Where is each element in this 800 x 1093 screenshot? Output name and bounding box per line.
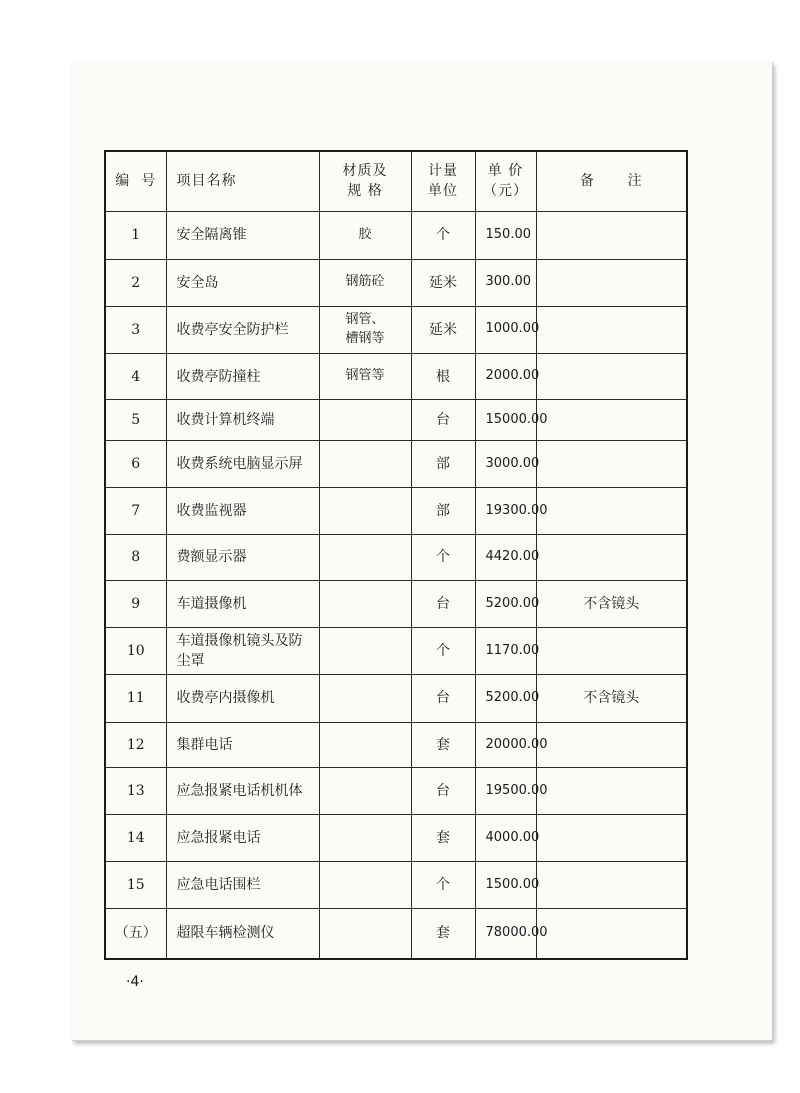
row-unit: 延米: [411, 260, 475, 306]
row-number: 7: [105, 488, 166, 534]
row-remarks: [536, 488, 687, 534]
row-material: [319, 862, 411, 908]
row-remarks: [536, 768, 687, 814]
row-item-name: 超限车辆检测仪: [166, 908, 319, 959]
row-number: 8: [105, 534, 166, 580]
row-material: 钢管等: [319, 354, 411, 400]
row-unit-price: 20000.00: [475, 722, 536, 767]
row-number: 1: [105, 211, 166, 260]
row-item-name: 应急电话围栏: [166, 862, 319, 908]
row-unit-price: 15000.00: [475, 400, 536, 440]
row-unit-price: 2000.00: [475, 354, 536, 400]
row-unit: 套: [411, 908, 475, 959]
row-item-name: 安全隔离锥: [166, 211, 319, 260]
header-material: 材质及 规 格: [319, 151, 411, 211]
table-row: [105, 354, 687, 400]
row-unit: 个: [411, 211, 475, 260]
row-item-name: 车道摄像机: [166, 581, 319, 627]
table-row: [105, 908, 687, 959]
table-row: [105, 211, 687, 260]
row-number: 12: [105, 722, 166, 767]
table-row: [105, 581, 687, 627]
table-row: [105, 722, 687, 767]
price-table: [104, 150, 688, 960]
row-remarks: [536, 534, 687, 580]
row-unit: 延米: [411, 306, 475, 354]
row-unit-price: 1500.00: [475, 862, 536, 908]
row-remarks: [536, 260, 687, 306]
row-remarks: [536, 306, 687, 354]
row-item-name: 收费监视器: [166, 488, 319, 534]
table-row: [105, 260, 687, 306]
header-remarks: 备 注: [536, 151, 687, 211]
row-remarks: [536, 354, 687, 400]
row-material: [319, 768, 411, 814]
row-material: [319, 675, 411, 723]
row-item-name: 应急报紧电话机机体: [166, 768, 319, 814]
row-unit-price: 78000.00: [475, 908, 536, 959]
table-row: [105, 627, 687, 675]
row-unit: 部: [411, 488, 475, 534]
row-material: 钢筋砼: [319, 260, 411, 306]
row-material: [319, 400, 411, 440]
row-unit-price: 300.00: [475, 260, 536, 306]
row-unit-price: 5200.00: [475, 581, 536, 627]
row-material: [319, 440, 411, 488]
row-item-name: 收费亭防撞柱: [166, 354, 319, 400]
row-item-name: 集群电话: [166, 722, 319, 767]
page-number: ·4·: [126, 974, 144, 990]
table-row: [105, 306, 687, 354]
row-remarks: [536, 400, 687, 440]
row-remarks: [536, 722, 687, 767]
table-row: [105, 400, 687, 440]
row-remarks: [536, 211, 687, 260]
row-number: 6: [105, 440, 166, 488]
row-unit: 个: [411, 534, 475, 580]
table-row: [105, 814, 687, 862]
row-remarks: [536, 862, 687, 908]
table-row: [105, 768, 687, 814]
row-remarks: [536, 627, 687, 675]
row-unit-price: 150.00: [475, 211, 536, 260]
row-unit: 部: [411, 440, 475, 488]
row-remarks: [536, 440, 687, 488]
row-number: 13: [105, 768, 166, 814]
row-item-name: 应急报紧电话: [166, 814, 319, 862]
row-remarks: [536, 814, 687, 862]
row-number: 9: [105, 581, 166, 627]
table-row: [105, 675, 687, 723]
row-number: 10: [105, 627, 166, 675]
row-unit-price: 4000.00: [475, 814, 536, 862]
row-unit: 套: [411, 814, 475, 862]
row-material: [319, 534, 411, 580]
row-item-name: 安全岛: [166, 260, 319, 306]
table-row: [105, 488, 687, 534]
row-number: 15: [105, 862, 166, 908]
header-unit-price: 单 价 （元）: [475, 151, 536, 211]
row-unit: 台: [411, 581, 475, 627]
row-number: 11: [105, 675, 166, 723]
row-material: [319, 627, 411, 675]
row-item-name: 车道摄像机镜头及防尘罩: [166, 627, 319, 675]
table-row: [105, 440, 687, 488]
row-unit: 个: [411, 627, 475, 675]
row-material: [319, 722, 411, 767]
row-unit-price: 19300.00: [475, 488, 536, 534]
row-remarks: 不含镜头: [536, 581, 687, 627]
row-unit-price: 4420.00: [475, 534, 536, 580]
row-remarks: 不含镜头: [536, 675, 687, 723]
header-number: 编 号: [105, 151, 166, 211]
row-unit-price: 1170.00: [475, 627, 536, 675]
row-number: 5: [105, 400, 166, 440]
row-material: [319, 488, 411, 534]
row-unit: 台: [411, 768, 475, 814]
row-material: [319, 908, 411, 959]
row-material: 钢管、 槽钢等: [319, 306, 411, 354]
row-unit: 套: [411, 722, 475, 767]
row-number: 2: [105, 260, 166, 306]
row-unit-price: 19500.00: [475, 768, 536, 814]
row-remarks: [536, 908, 687, 959]
row-number: 4: [105, 354, 166, 400]
row-item-name: 费额显示器: [166, 534, 319, 580]
table-row: [105, 534, 687, 580]
header-unit: 计量 单位: [411, 151, 475, 211]
row-unit-price: 3000.00: [475, 440, 536, 488]
row-item-name: 收费亭安全防护栏: [166, 306, 319, 354]
row-item-name: 收费亭内摄像机: [166, 675, 319, 723]
row-unit: 个: [411, 862, 475, 908]
row-unit-price: 1000.00: [475, 306, 536, 354]
row-material: [319, 581, 411, 627]
header-item-name: 项目名称: [166, 151, 319, 211]
row-unit-price: 5200.00: [475, 675, 536, 723]
row-number: 14: [105, 814, 166, 862]
row-material: 胶: [319, 211, 411, 260]
table-row: [105, 862, 687, 908]
row-unit: 台: [411, 400, 475, 440]
row-material: [319, 814, 411, 862]
row-number: 3: [105, 306, 166, 354]
row-item-name: 收费系统电脑显示屏: [166, 440, 319, 488]
row-number: （五）: [105, 908, 166, 959]
row-unit: 根: [411, 354, 475, 400]
row-item-name: 收费计算机终端: [166, 400, 319, 440]
row-unit: 台: [411, 675, 475, 723]
table-header-row: [105, 151, 687, 211]
